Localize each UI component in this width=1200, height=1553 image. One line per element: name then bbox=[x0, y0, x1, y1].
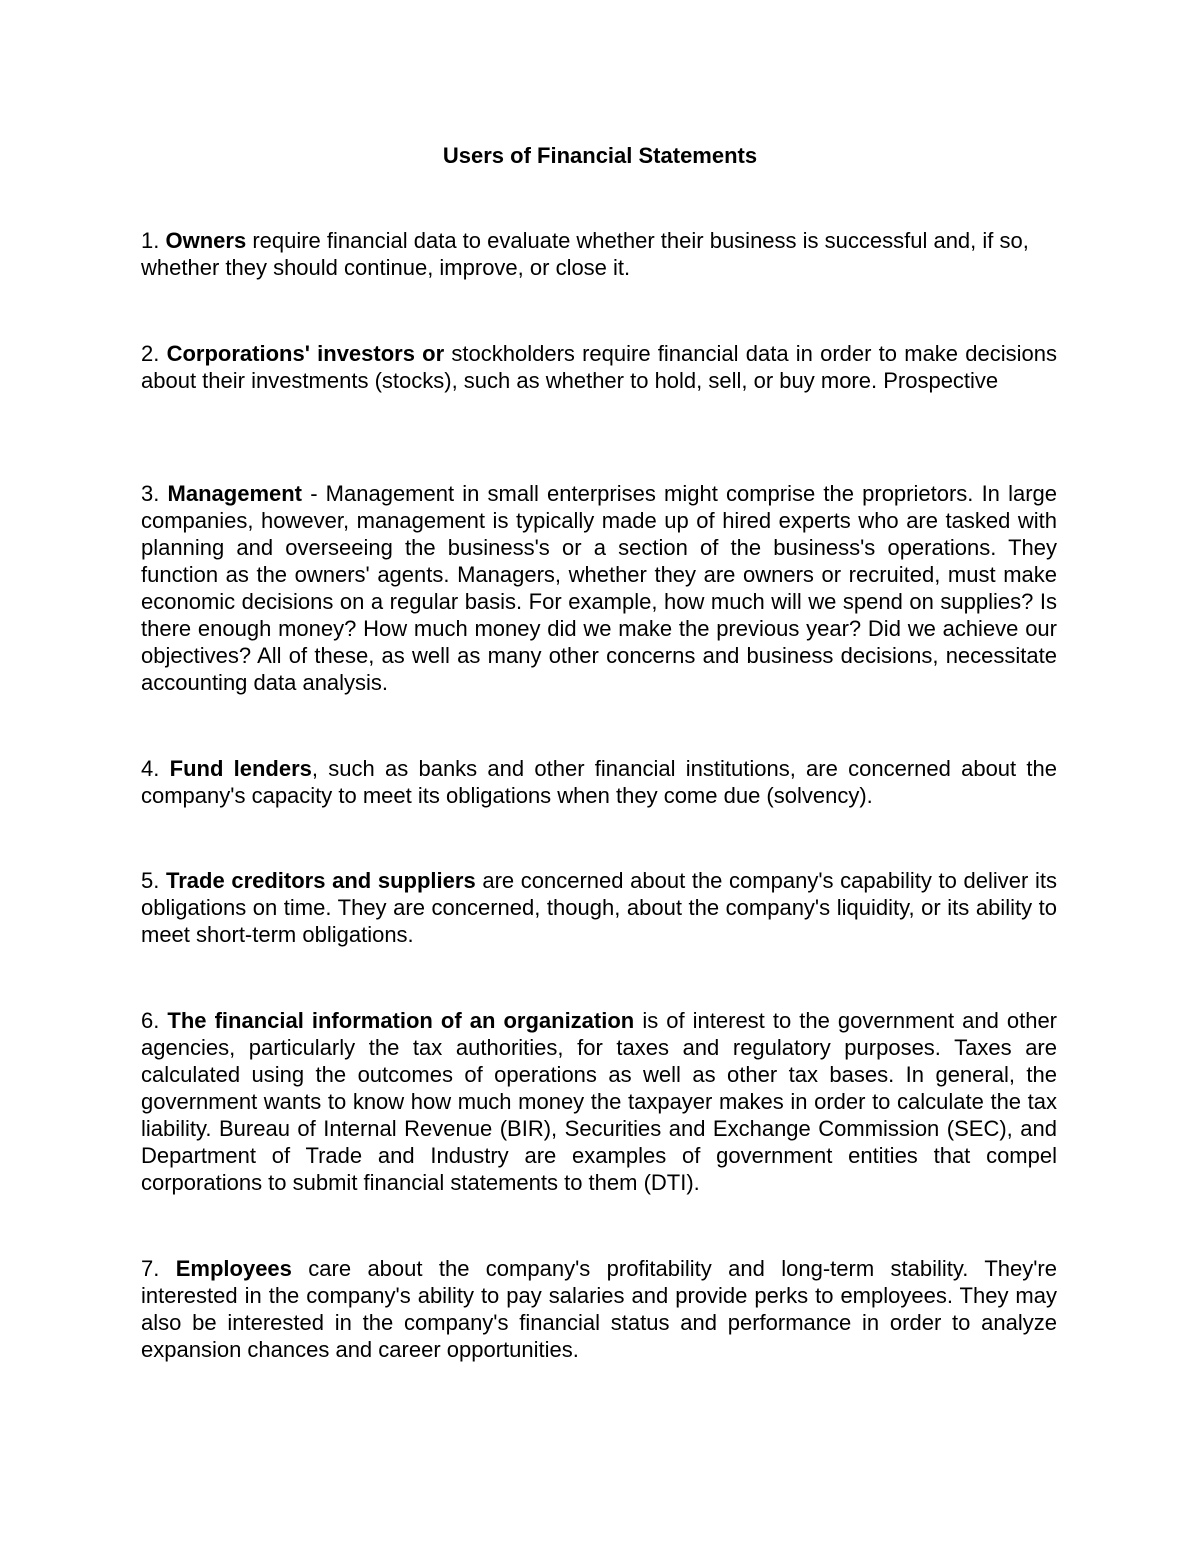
item-term: Corporations' investors or bbox=[166, 341, 445, 366]
list-item-management bbox=[141, 480, 1057, 696]
item-number: 5. bbox=[141, 868, 160, 893]
page-title: Users of Financial Statements bbox=[442, 143, 758, 168]
item-text: care about the company's profitability and long-term stability. They're interested in the company's ability to pay salaries and provide perks to employees. They may also be interested in the company's financial status and performance in order to analyze expansion chances and career opportunities. bbox=[141, 1256, 1057, 1362]
list-item-government bbox=[141, 1007, 1057, 1196]
item-text: require financial data to evaluate whether their business is successful and, if so, whether they should continue, improve, or close it. bbox=[141, 228, 1029, 280]
item-term: Fund lenders bbox=[169, 756, 312, 781]
list-item-investors bbox=[141, 340, 1057, 394]
list-item-owners bbox=[141, 227, 1057, 281]
item-term: The financial information of an organization bbox=[167, 1008, 635, 1033]
item-term: Employees bbox=[175, 1256, 292, 1281]
item-number: 6. bbox=[141, 1008, 160, 1033]
item-number: 7. bbox=[141, 1256, 160, 1281]
item-text: are concerned about the company's capability to deliver its obligations on time. They are concerned, though, about the company's liquidity, or its ability to meet short-term obligations. bbox=[141, 868, 1057, 947]
list-item-trade-creditors bbox=[141, 867, 1057, 948]
item-text: - Management in small enterprises might comprise the proprietors. In large companies, however, management is typically made up of hired experts who are tasked with planning and overseeing the business's or a section of the business's operations. They function as the owners' agents. Managers, whether they are owners or recruited, must make economic decisions on a regular basis. For example, how much will we spend on supplies? Is there enough money? How much money did we make the previous year? Did we achieve our objectives? All of these, as well as many other concerns and business decisions, necessitate accounting data analysis. bbox=[141, 481, 1057, 695]
list-item-fund-lenders bbox=[141, 755, 1057, 809]
item-term: Trade creditors and suppliers bbox=[166, 868, 476, 893]
item-term: Management bbox=[167, 481, 303, 506]
item-number: 2. bbox=[141, 341, 160, 366]
item-term: Owners bbox=[165, 228, 247, 253]
item-number: 3. bbox=[141, 481, 160, 506]
item-text: stockholders require financial data in order to make decisions about their investments (stocks), such as whether to hold, sell, or buy more. Prospective bbox=[141, 341, 1057, 393]
item-number: 1. bbox=[141, 228, 160, 253]
list-item-employees bbox=[141, 1255, 1057, 1363]
item-number: 4. bbox=[141, 756, 160, 781]
item-text: is of interest to the government and other agencies, particularly the tax authorities, for taxes and regulatory purposes. Taxes are calculated using the outcomes of operations as well as other tax bases. In general, the government wants to know how much money the taxpayer makes in order to calculate the tax liability. Bureau of Internal Revenue (BIR), Securities and Exchange Commission (SEC), and Department of Trade and Industry are examples of government entities that compel corporations to submit financial statements to them (DTI). bbox=[141, 1008, 1058, 1195]
item-text: , such as banks and other financial institutions, are concerned about the company's capacity to meet its obligations when they come due (solvency). bbox=[141, 756, 1057, 808]
